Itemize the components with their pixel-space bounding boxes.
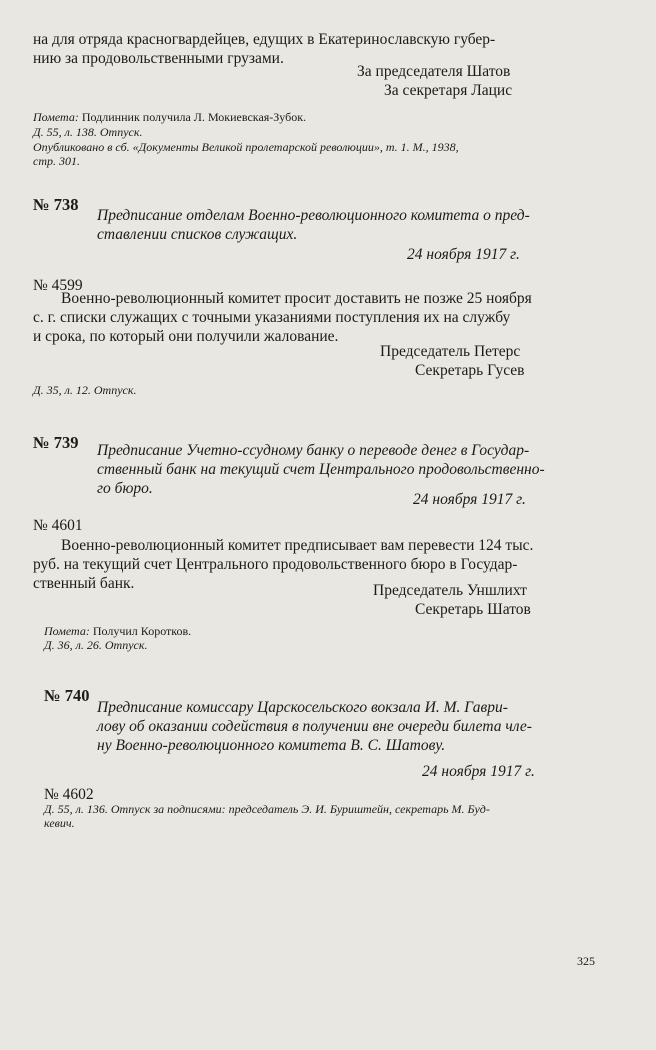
- archive-ref: [44, 802, 584, 830]
- note-line: [44, 624, 191, 638]
- archive-line: Д. 55, л. 136. Отпуск за подписями: председатель Э. И. Буриштейн, секретарь М. Буд-: [44, 802, 490, 816]
- document-number: № 739: [33, 433, 79, 452]
- signature: За секретаря Лацис: [384, 82, 513, 99]
- note-text: Подлинник получила Л. Мокиевская-Зубок.: [81, 110, 307, 124]
- archive-ref: Д. 36, л. 26. Отпуск.: [44, 638, 148, 652]
- body-line: нию за продовольственными грузами.: [33, 50, 284, 67]
- document-date: 24 ноября 1917 г.: [413, 491, 526, 508]
- title-line: Предписание комиссару Царскосельского вокзала И. М. Гаври-: [97, 699, 508, 716]
- body-line: на для отряда красногвардейцев, едущих в Екатеринославскую губер-: [33, 31, 496, 48]
- document-number: № 738: [33, 195, 79, 214]
- signature: Секретарь Шатов: [415, 601, 531, 618]
- archive-ref: Д. 35, л. 12. Отпуск.: [33, 383, 137, 397]
- document-number: № 740: [44, 686, 90, 705]
- outgoing-number: № 4601: [33, 517, 83, 534]
- title-line: го бюро.: [97, 480, 153, 497]
- document-title: [97, 698, 577, 755]
- body-line: Военно-революционный комитет предписывает вам перевести 124 тыс.: [61, 537, 534, 554]
- outgoing-number: № 4602: [44, 786, 94, 803]
- signature: Председатель Петерс: [380, 343, 521, 360]
- body-line: Военно-революционный комитет просит доставить не позже 25 ноября: [61, 290, 532, 307]
- note-line: [33, 110, 306, 124]
- signature: За председателя Шатов: [357, 63, 511, 80]
- note-text: Получил Коротков.: [92, 624, 192, 638]
- body-line: ственный банк.: [33, 575, 135, 592]
- signature: Секретарь Гусев: [415, 362, 525, 379]
- title-line: ну Военно-революционного комитета В. С. Шатову.: [97, 737, 446, 754]
- page-number: 325: [577, 954, 595, 968]
- document-date: 24 ноября 1917 г.: [422, 763, 535, 780]
- document-title: [97, 206, 579, 244]
- title-line: Предписание Учетно-ссудному банку о переводе денег в Государ-: [97, 442, 530, 459]
- body-line: с. г. списки служащих с точными указаниями поступления их на службу: [33, 309, 511, 326]
- outgoing-number: № 4599: [33, 277, 83, 294]
- publication-ref: [33, 140, 459, 168]
- publication-line: стр. 301.: [33, 154, 80, 168]
- body-line: руб. на текущий счет Центрального продовольственного бюро в Государ-: [33, 556, 518, 573]
- signature: Председатель Уншлихт: [373, 582, 527, 599]
- title-line: ственный банк на текущий счет Центрального продовольственно-: [97, 461, 545, 478]
- note-label: Помета:: [44, 624, 90, 638]
- publication-line: Опубликовано в сб. «Документы Великой пролетарской революции», т. 1. М., 1938,: [33, 140, 459, 154]
- title-line: лову об оказании содействия в получении вне очереди билета чле-: [97, 718, 532, 735]
- note-label: Помета:: [33, 110, 79, 124]
- title-line: Предписание отделам Военно-революционного комитета о пред-: [97, 207, 530, 224]
- document-date: 24 ноября 1917 г.: [407, 246, 520, 263]
- body-line: и срока, по который они получили жалование.: [33, 328, 339, 345]
- document-title: [97, 441, 579, 498]
- archive-line: кевич.: [44, 816, 75, 830]
- archive-ref: Д. 55, л. 138. Отпуск.: [33, 125, 143, 139]
- title-line: ставлении списков служащих.: [97, 226, 298, 243]
- document-body: [33, 289, 581, 346]
